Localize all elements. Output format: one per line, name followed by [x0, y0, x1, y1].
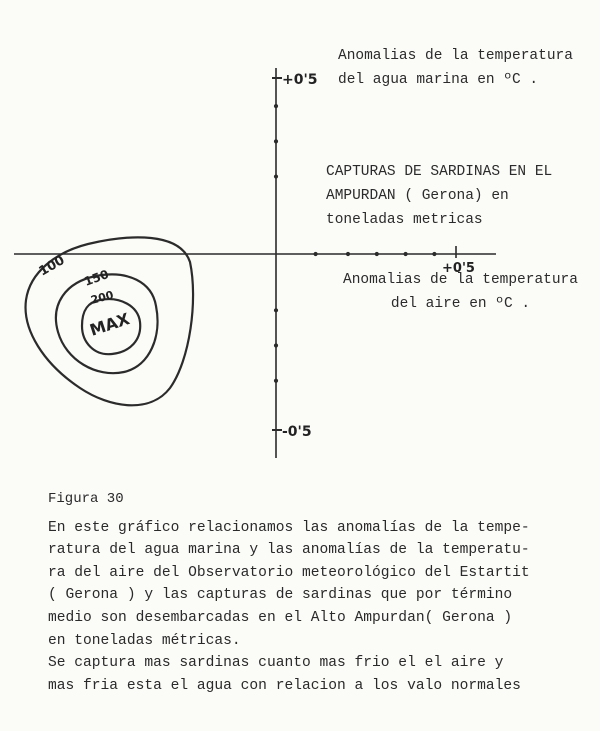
y-minor-tick [274, 140, 277, 143]
y-minor-tick [274, 309, 277, 312]
z-label-text: CAPTURAS DE SARDINAS EN EL AMPURDAN ( Gerona) en toneladas metricas [326, 164, 553, 228]
x-axis-label [338, 268, 583, 316]
y-tick-label-bottom: -0'5 [282, 424, 312, 440]
caption-line: ra del aire del Observatorio meteorológico del Estartit [48, 564, 530, 581]
x-minor-tick [433, 252, 436, 255]
contour-label-200: 200 [89, 288, 115, 307]
caption-line: medio son desembarcadas en el Alto Ampurdan( Gerona ) [48, 609, 513, 626]
caption-line: ratura del agua marina y las anomalías de la temperatu- [48, 542, 530, 559]
figure-caption [48, 488, 588, 697]
y-minor-tick [274, 175, 277, 178]
caption-line: mas fria esta el agua con relacion a los valo normales [48, 677, 521, 694]
contour-label-150: 150 [82, 267, 111, 289]
y-axis-label [338, 44, 588, 92]
caption-line: Se captura mas sardinas cuanto mas frio el el aire y [48, 655, 504, 672]
figure-title: Figura 30 [48, 491, 124, 507]
caption-line: en toneladas métricas. [48, 632, 241, 649]
z-label [326, 160, 571, 232]
contour-label-100: 100 [36, 252, 68, 280]
caption-line: ( Gerona ) y las capturas de sardinas que por término [48, 587, 513, 604]
max-label: MAX [87, 309, 132, 340]
caption-line: En este gráfico relacionamos las anomalías de la tempe- [48, 519, 530, 536]
x-minor-tick [404, 252, 407, 255]
y-axis-label-text: Anomalias de la temperatura del agua marina en ºC . [338, 48, 573, 88]
x-minor-tick [375, 252, 378, 255]
y-minor-tick [274, 105, 277, 108]
x-axis-label-text: Anomalias de la temperatura del aire en ºC . [343, 272, 578, 312]
y-minor-tick [274, 344, 277, 347]
x-minor-tick [314, 252, 317, 255]
y-tick-label-top: +0'5 [282, 72, 318, 88]
x-minor-tick [346, 252, 349, 255]
y-minor-tick [274, 379, 277, 382]
x-tick-label: +0'5 [442, 261, 475, 276]
